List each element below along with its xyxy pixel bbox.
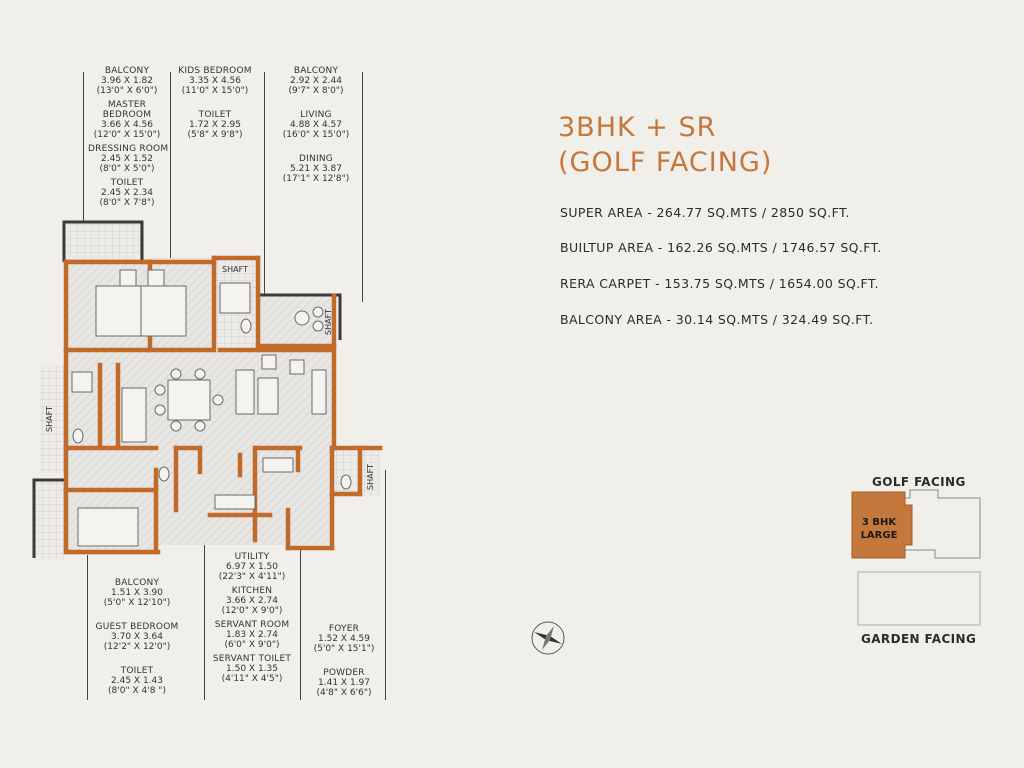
- top-label-col1: BALCONY 3.96 X 1.82 (13'0" X 6'0") MASTER BEDROOM 3.66 X 4.56 (12'0" X 15'0") DRESSING ROOM 2.45 X 1.52 (8'0" X 5'0") TOILET 2.45 X 2.34 (8'0" X 7'8"): [88, 66, 169, 208]
- top-label-col3: BALCONY 2.92 X 2.44 (9'7" X 8'0") LIVING 4.88 X 4.57 (16'0" X 15'0") DINING 5.21 X 3.87 (17'1" X 12'8"): [282, 66, 350, 184]
- shaft-label-2: SHAFT: [45, 406, 54, 432]
- top-label-col2: KIDS BEDROOM 3.35 X 4.56 (11'0" X 15'0") TOILET 1.72 X 2.95 (5'8" X 9'8"): [178, 66, 252, 140]
- bottom-label-col3: FOYER 1.52 X 4.59 (5'0" X 15'1") POWDER 1.41 X 1.97 (4'8" X 6'6"): [313, 624, 375, 698]
- shaft-label-1: SHAFT: [222, 265, 248, 274]
- unit-tag-line1: 3 BHK: [861, 517, 897, 528]
- plan-title: 3BHK + SR: [558, 112, 717, 143]
- key-plan-bottom-label: GARDEN FACING: [861, 632, 977, 646]
- rera-carpet-area: RERA CARPET - 153.75 SQ.MTS / 1654.00 SQ.FT.: [560, 276, 879, 291]
- key-plan: [852, 490, 980, 625]
- key-plan-top-label: GOLF FACING: [872, 475, 966, 489]
- bottom-label-col2: UTILITY 6.97 X 1.50 (22'3" X 4'11") KITCHEN 3.66 X 2.74 (12'0" X 9'0") SERVANT ROOM 1.83 X 2.74 (6'0" X 9'0") SERVANT TOILET 1.50 X 1.35 (4'11" X 4'5"): [212, 552, 292, 684]
- balcony-area: BALCONY AREA - 30.14 SQ.MTS / 324.49 SQ.FT.: [560, 312, 874, 327]
- shaft-label-3: SHAFT: [324, 309, 333, 335]
- compass-icon: [532, 622, 564, 654]
- bottom-label-col1: BALCONY 1.51 X 3.90 (5'0" X 12'10") GUEST BEDROOM 3.70 X 3.64 (12'2" X 12'0") TOILET 2.45 X 1.43 (8'0" X 4'8 "): [95, 578, 179, 696]
- unit-tag-line2: LARGE: [860, 530, 898, 541]
- plan-subtitle: (GOLF FACING): [558, 147, 773, 178]
- shaft-label-4: SHAFT: [366, 464, 375, 490]
- builtup-area: BUILTUP AREA - 162.26 SQ.MTS / 1746.57 SQ.FT.: [560, 240, 882, 255]
- super-area: SUPER AREA - 264.77 SQ.MTS / 2850 SQ.FT.: [560, 205, 850, 220]
